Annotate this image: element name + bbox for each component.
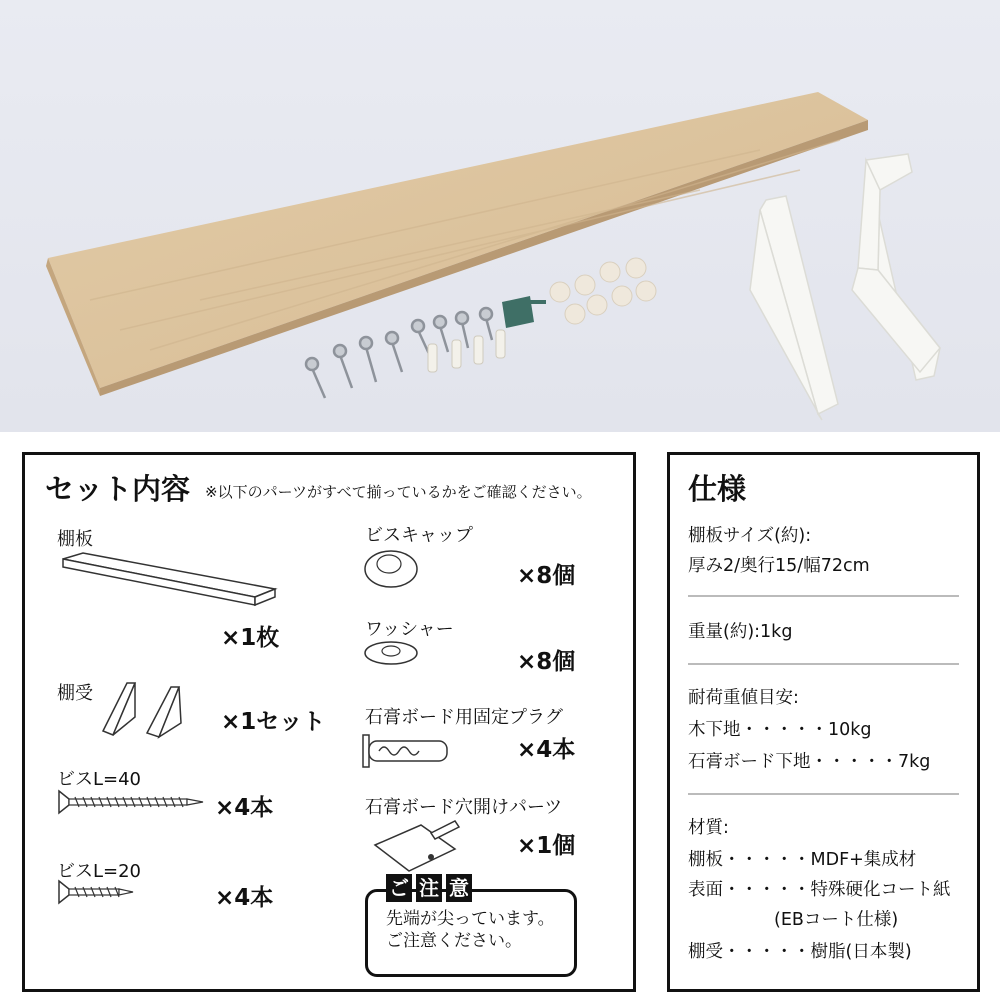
screw-40-icon bbox=[57, 789, 207, 815]
item-qty-bracket: ×1セット bbox=[221, 709, 326, 735]
set-contents-note: ※以下のパーツがすべて揃っているかをご確認ください。 bbox=[205, 483, 592, 501]
drill-part-icon bbox=[371, 819, 481, 875]
specs-panel bbox=[667, 452, 980, 992]
item-qty-washer: ×8個 bbox=[517, 649, 576, 675]
plug-icon bbox=[361, 731, 451, 771]
drill-part-photo bbox=[502, 296, 546, 328]
caution-text: 先端が尖っています。 ご注意ください。 bbox=[386, 909, 555, 952]
shelf-board-icon bbox=[59, 549, 279, 611]
item-label-screw-40: ビスL=40 bbox=[57, 769, 142, 790]
product-photo bbox=[0, 0, 1000, 432]
set-contents-panel bbox=[22, 452, 636, 992]
item-qty-screw-20: ×4本 bbox=[215, 885, 274, 911]
divider bbox=[688, 793, 959, 795]
screw-20-icon bbox=[57, 879, 137, 905]
spec-material-label: 材質: bbox=[688, 818, 729, 838]
screws-photo bbox=[306, 308, 492, 398]
spec-size-value: 厚み2/奥行15/幅72cm bbox=[688, 556, 870, 576]
spec-load-wood: 木下地・・・・・10kg bbox=[688, 720, 872, 740]
item-label-shelf: 棚板 bbox=[57, 529, 93, 550]
item-qty-cap: ×8個 bbox=[517, 563, 576, 589]
bracket-icon bbox=[99, 677, 189, 739]
screw-cap-icon bbox=[361, 547, 421, 591]
item-qty-drill: ×1個 bbox=[517, 833, 576, 859]
divider bbox=[688, 663, 959, 665]
spec-material-bracket: 棚受・・・・・樹脂(日本製) bbox=[688, 942, 912, 962]
specs-title: 仕様 bbox=[688, 472, 747, 506]
caution-box bbox=[365, 876, 577, 977]
item-label-screw-20: ビスL=20 bbox=[57, 861, 142, 882]
caution-heading: ご 注 意 bbox=[386, 874, 472, 902]
spec-size-label: 棚板サイズ(約): bbox=[688, 526, 812, 546]
spec-load-gypsum: 石膏ボード下地・・・・・7kg bbox=[688, 752, 931, 772]
spec-material-board: 棚板・・・・・MDF+集成材 bbox=[688, 850, 917, 870]
spec-material-surface-note: (EBコート仕様) bbox=[774, 910, 899, 930]
item-label-plug: 石膏ボード用固定プラグ bbox=[365, 707, 563, 728]
item-label-bracket: 棚受 bbox=[57, 683, 93, 704]
divider bbox=[688, 595, 959, 597]
caps-photo bbox=[550, 258, 656, 324]
washer-icon bbox=[361, 639, 421, 667]
item-qty-plug: ×4本 bbox=[517, 737, 576, 763]
brackets-photo bbox=[750, 154, 940, 420]
set-contents-title: セット内容 bbox=[45, 472, 191, 506]
spec-weight: 重量(約):1kg bbox=[688, 622, 793, 642]
spec-load-label: 耐荷重値目安: bbox=[688, 688, 799, 708]
item-label-cap: ビスキャップ bbox=[365, 525, 473, 546]
item-label-drill: 石膏ボード穴開けパーツ bbox=[365, 797, 563, 818]
item-label-washer: ワッシャー bbox=[365, 619, 454, 640]
item-qty-shelf: ×1枚 bbox=[221, 625, 280, 651]
spec-material-surface: 表面・・・・・特殊硬化コート紙 bbox=[688, 880, 951, 900]
item-qty-screw-40: ×4本 bbox=[215, 795, 274, 821]
